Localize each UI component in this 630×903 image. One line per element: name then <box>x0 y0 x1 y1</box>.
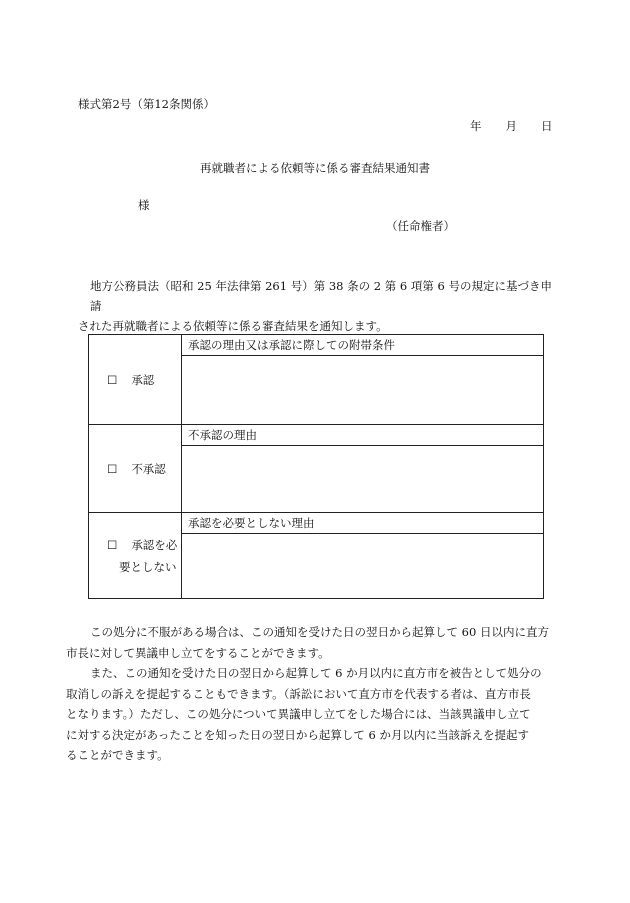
notice-para-1: この処分に不服がある場合は、この通知を受けた日の翌日から起算して 60 日以内に直方 市長に対して異議申し立てをすることができます。 <box>66 625 549 660</box>
date-line <box>470 118 553 134</box>
addressee-suffix: 様 <box>138 198 150 212</box>
intro-line-1: 地方公務員法（昭和 25 年法律第 261 号）第 38 条の 2 第 6 項第 6 号の規定に基づき申請 <box>90 279 553 313</box>
choice-cell <box>89 425 182 513</box>
reason-header: 承認を必要としない理由 <box>182 513 544 534</box>
result-table <box>88 334 544 599</box>
appointing-authority: （任命権者） <box>386 219 455 233</box>
choice-not-required[interactable]: ☐ 承認を必 <box>89 534 181 556</box>
table-row <box>89 335 544 356</box>
intro-paragraph <box>78 276 558 336</box>
choice-cell <box>89 335 182 425</box>
checkbox-icon[interactable]: ☐ <box>107 537 118 552</box>
table-row <box>89 513 544 534</box>
choice-approve[interactable]: ☐ 承認 <box>89 369 181 391</box>
choice-cell <box>89 513 182 599</box>
notice-para-2: また、この通知を受けた日の翌日から起算して 6 か月以内に直方市を被告として処分の 取消しの訴えを提起することもできます。（訴訟において直方市を代表する者は、直方市長 となります。）ただし、この処分について異議申し立てをした場合には、当該異議申し立て に対する決定があったことを知った日の翌日から起算して 6 か月以内に当該訴えを提起す ることができます。 <box>66 666 542 762</box>
checkbox-icon[interactable]: ☐ <box>107 372 118 387</box>
table-row <box>89 425 544 446</box>
form-number: 様式第2号（第12条関係） <box>78 97 215 111</box>
date-month: 月 <box>505 119 517 133</box>
checkbox-icon[interactable]: ☐ <box>107 461 118 476</box>
reason-input-area[interactable] <box>182 534 544 599</box>
choice-reject[interactable]: ☐ 不承認 <box>89 458 181 480</box>
reason-input-area[interactable] <box>182 446 544 513</box>
reason-header: 承認の理由又は承認に際しての附帯条件 <box>182 335 544 356</box>
choice-label-line-2: 要としない <box>119 559 177 574</box>
date-day: 日 <box>541 119 553 133</box>
intro-line-2: された再就職者による依頼等に係る審査結果を通知します。 <box>78 319 388 333</box>
notice-text <box>66 622 558 766</box>
reason-input-area[interactable] <box>182 356 544 425</box>
date-year: 年 <box>470 119 482 133</box>
reason-header: 不承認の理由 <box>182 425 544 446</box>
document-title: 再就職者による依頼等に係る審査結果通知書 <box>200 161 430 175</box>
